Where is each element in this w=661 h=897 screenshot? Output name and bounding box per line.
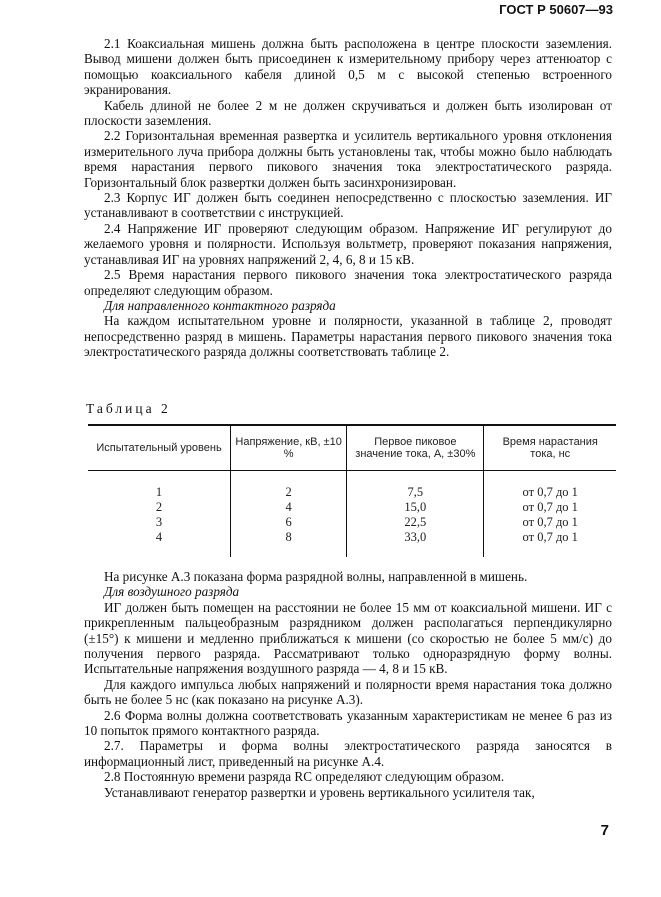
subheading-contact: Для направленного контактного разряда bbox=[104, 297, 336, 313]
page-number: 7 bbox=[600, 822, 609, 839]
table-cell: от 0,7 до 1 bbox=[484, 500, 616, 515]
paragraph: 2.5 Время нарастания первого пикового значения тока электростатического разряда определяют следующим образом. bbox=[84, 267, 612, 298]
header-cell: Напряжение, кВ, ±10 % bbox=[231, 425, 347, 471]
table-row bbox=[88, 500, 616, 515]
paragraph: 2.1 Коаксиальная мишень должна быть расположена в центре плоскости заземления. Вывод мишени должен быть присоединен к измерительному прибору через аттенюатор с помощью коаксиального кабеля длиной 0,5 м с высокой степенью встроенного экранирования. bbox=[84, 36, 612, 98]
paragraph: На каждом испытательном уровне и полярности, указанной в таблице 2, проводят непосредственно разряд в мишень. Параметры нарастания первого пикового значения тока электростатического разряда должны соответствовать таблице 2. bbox=[84, 313, 612, 360]
table-cell: 1 bbox=[155, 485, 163, 499]
table-caption: Таблица 2 bbox=[86, 401, 171, 416]
header-cell: Время нарастания тока, нс bbox=[484, 425, 616, 471]
standard-header: ГОСТ Р 50607—93 bbox=[499, 2, 613, 17]
header-cell: Испытательный уровень bbox=[88, 425, 231, 471]
paragraph: ИГ должен быть помещен на расстоянии не более 15 мм от коаксиальной мишени. ИГ с прикрепленным пальцеобразным разрядником должен располагаться перпендикулярно (±15°) к мишени и медленно приближаться к мишени (со скоростью не более 5 мм/с) до получения первого разряда. Рассматривают только одноразрядную форму волны. Испытательные напряжения воздушного разряда — 4, 8 и 15 кВ. bbox=[84, 599, 612, 677]
paragraph: Устанавливают генератор развертки и уровень вертикального усилителя так, bbox=[104, 784, 535, 800]
paragraph: Для каждого импульса любых напряжений и полярности время нарастания тока должно быть не более 5 нс (как показано на рисунке А.3). bbox=[84, 676, 612, 708]
table-header-row bbox=[88, 425, 616, 471]
data-table bbox=[88, 424, 616, 557]
paragraph: 2.6 Форма волны должна соответствовать указанным характеристикам не менее 6 раз из 10 попыток прямого контактного разряда. bbox=[84, 707, 612, 739]
table-cell: 8 bbox=[231, 530, 347, 557]
table-cell: 3 bbox=[155, 515, 163, 529]
paragraph: 2.2 Горизонтальная временная развертка и усилитель вертикального уровня отклонения измерительного луча прибора должны быть установлены так, чтобы можно было наблюдать время нарастания первого пикового значения тока электростатического разряда. Горизонтальный блок развертки должен быть засинхронизирован. bbox=[84, 128, 612, 190]
paragraph: 2.4 Напряжение ИГ проверяют следующим образом. Напряжение ИГ регулируют до желаемого уровня и полярности. Используя вольтметр, проверяют показания напряжения, устанавливая ИГ на уровнях напряжений 2, 4, 6, 8 и 15 кВ. bbox=[84, 220, 612, 267]
paragraph: 2.3 Корпус ИГ должен быть соединен непосредственно с плоскостью заземления. ИГ устанавливают в соответствии с инструкцией. bbox=[84, 190, 612, 221]
subheading-air: Для воздушного разряда bbox=[104, 584, 240, 600]
table-cell: 2 bbox=[231, 471, 347, 501]
paragraph: На рисунке А.3 показана форма разрядной волны, направленной в мишень. bbox=[104, 569, 528, 584]
table-cell: 33,0 bbox=[347, 530, 484, 557]
table-row bbox=[88, 515, 616, 530]
table-cell: 4 bbox=[231, 500, 347, 515]
paragraph: Кабель длиной не более 2 м не должен скручиваться и должен быть изолирован от плоскости заземления. bbox=[84, 97, 612, 129]
header-cell: Первое пиковое значение тока, А, ±30% bbox=[347, 425, 484, 471]
paragraph: 2.8 Постоянную времени разряда RC определяют следующим образом. bbox=[104, 769, 505, 785]
table-cell: 4 bbox=[155, 530, 163, 544]
table-cell: от 0,7 до 1 bbox=[484, 471, 616, 501]
table-cell: от 0,7 до 1 bbox=[484, 515, 616, 530]
table-cell: 7,5 bbox=[347, 471, 484, 501]
table-cell: 22,5 bbox=[347, 515, 484, 530]
table-row bbox=[88, 471, 616, 501]
table-cell: от 0,7 до 1 bbox=[484, 530, 616, 557]
table-row bbox=[88, 530, 616, 557]
text-block-bottom bbox=[84, 569, 612, 800]
table-cell: 15,0 bbox=[347, 500, 484, 515]
table-cell: 6 bbox=[231, 515, 347, 530]
table-cell: 2 bbox=[155, 500, 163, 514]
paragraph: 2.7. Параметры и форма волны электростатического разряда заносятся в информационный лист, приведенный на рисунке А.4. bbox=[84, 738, 612, 769]
text-block-top bbox=[84, 36, 612, 360]
